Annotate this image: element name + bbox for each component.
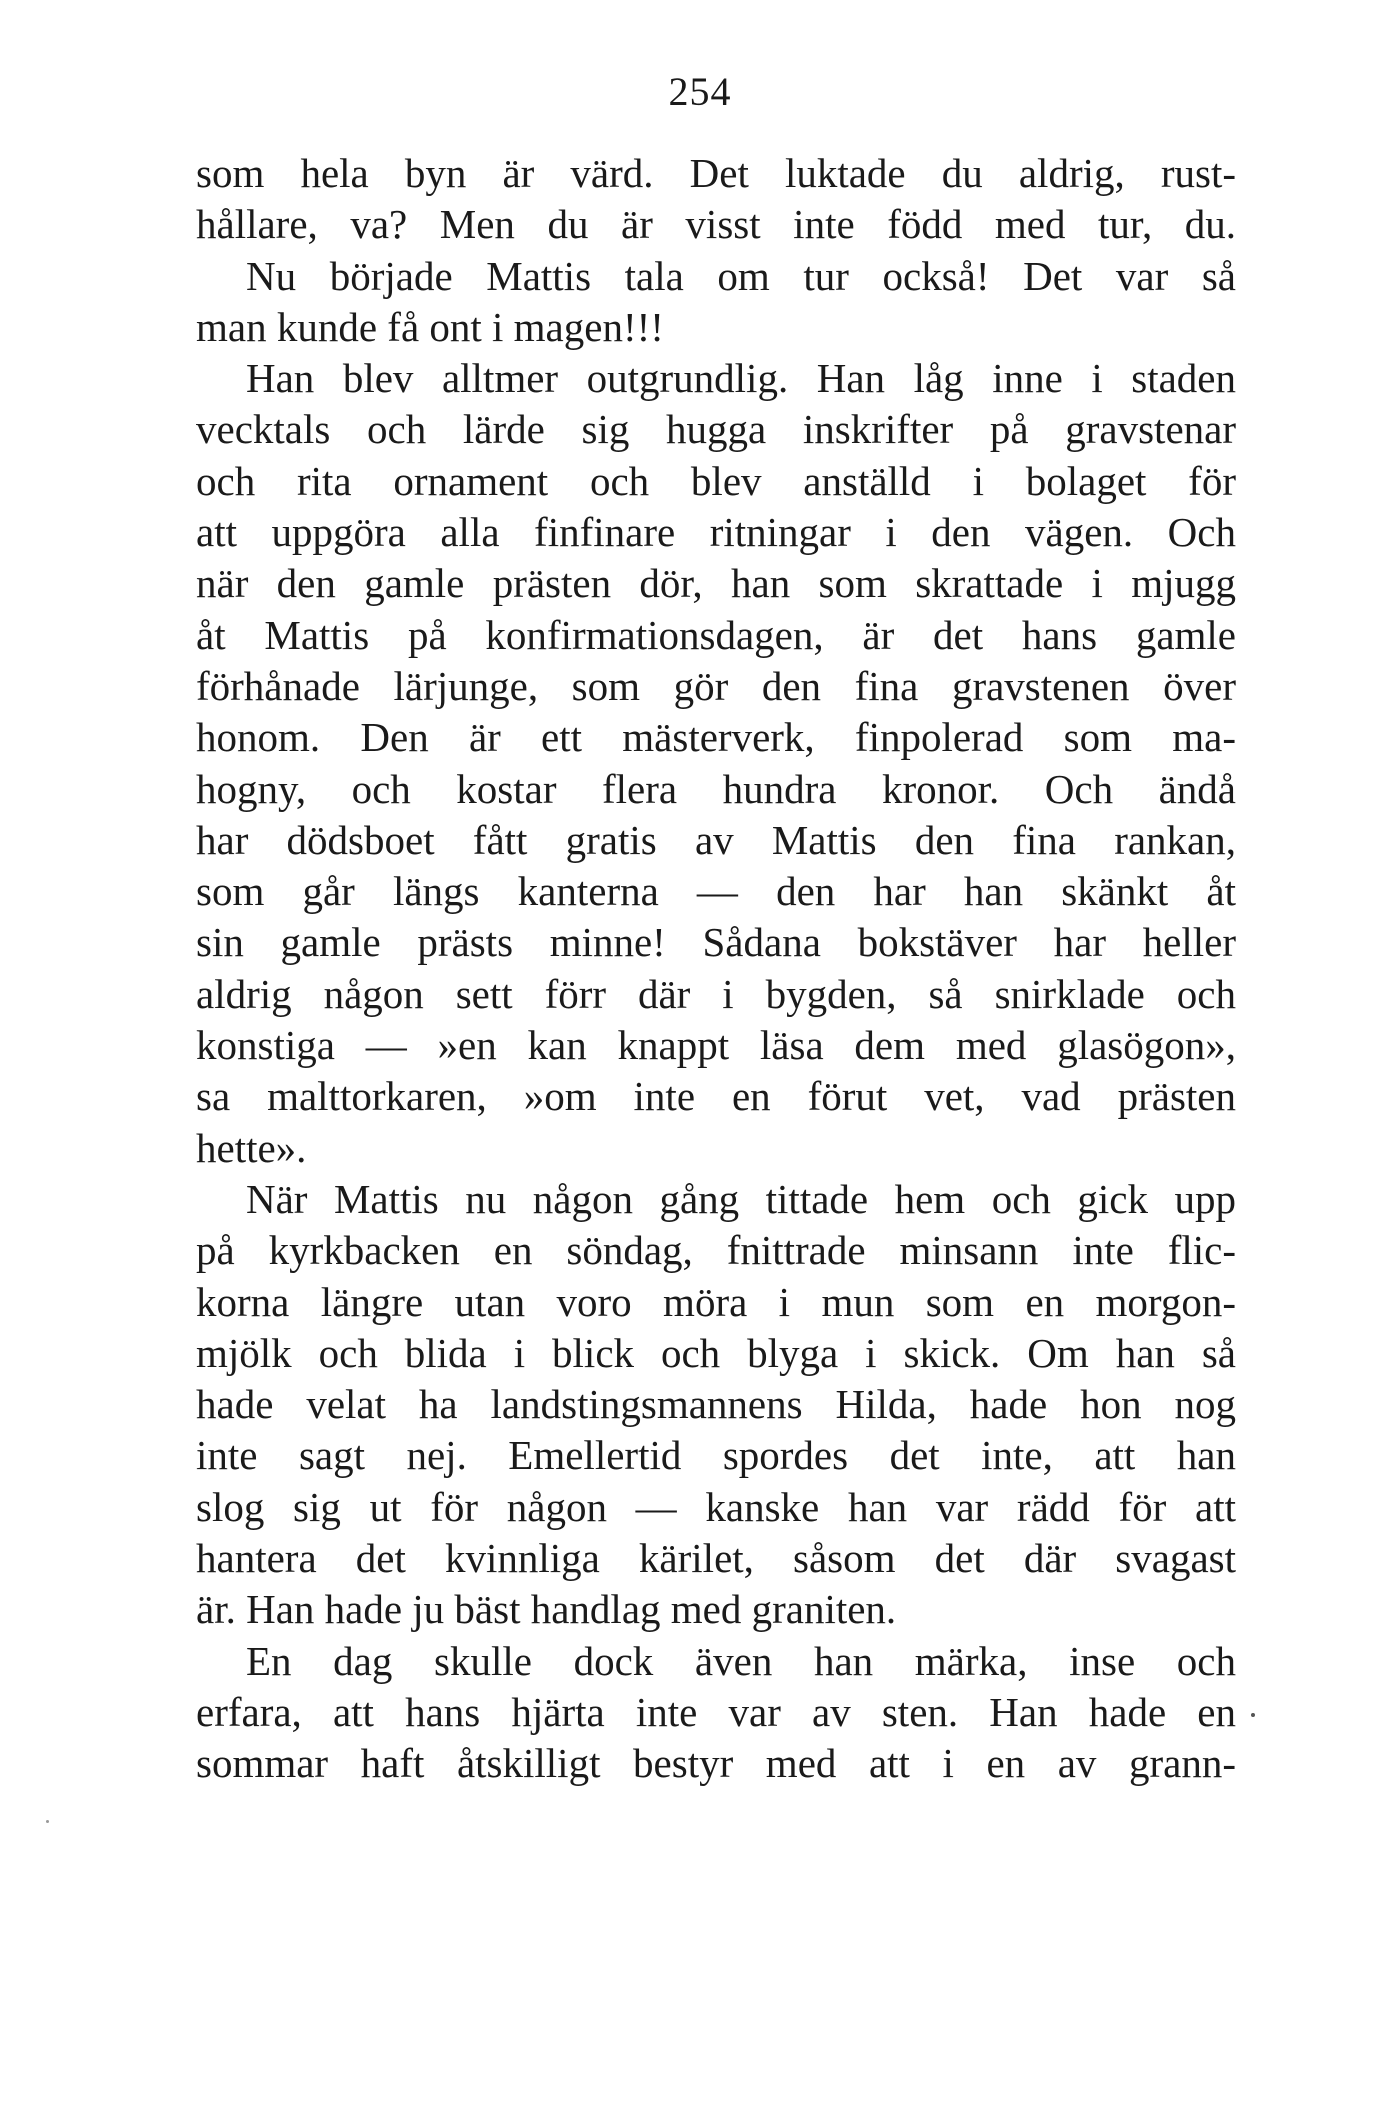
- text-line: honom. Den är ett mästerverk, finpolerad som ma-: [196, 714, 1236, 761]
- text-line: sommar haft åtskilligt bestyr med att i en av grann-: [196, 1740, 1236, 1787]
- text-line: sin gamle prästs minne! Sådana bokstäver har heller: [196, 919, 1236, 966]
- text-line: är. Han hade ju bäst handlag med graniten.: [196, 1586, 897, 1633]
- text-line: förhånade lärjunge, som gör den fina gravstenen över: [196, 662, 1236, 709]
- text-line: när den gamle prästen dör, han som skrattade i mjugg: [196, 560, 1236, 607]
- text-line: vecktals och lärde sig hugga inskrifter på gravstenar: [196, 406, 1236, 453]
- text-line: En dag skulle dock även han märka, inse och: [246, 1637, 1236, 1684]
- text-line: hogny, och kostar flera hundra kronor. Och ändå: [196, 765, 1236, 812]
- text-line: hade velat ha landstingsmannens Hilda, hade hon nog: [196, 1381, 1236, 1428]
- text-line: hette».: [196, 1124, 307, 1171]
- text-line: hållare, va? Men du är visst inte född med tur, du.: [196, 201, 1236, 248]
- text-line: har dödsboet fått gratis av Mattis den fina rankan,: [196, 816, 1236, 863]
- ink-speck: [46, 1820, 49, 1823]
- text-line: mjölk och blida i blick och blyga i skick. Om han så: [196, 1329, 1236, 1376]
- text-line: att uppgöra alla finfinare ritningar i den vägen. Och: [196, 509, 1236, 556]
- text-line: korna längre utan voro möra i mun som en morgon-: [196, 1278, 1236, 1325]
- text-line: åt Mattis på konfirmationsdagen, är det hans gamle: [196, 611, 1236, 658]
- body-text: [196, 148, 1236, 1790]
- text-line: När Mattis nu någon gång tittade hem och gick upp: [246, 1175, 1236, 1222]
- text-line: inte sagt nej. Emellertid spordes det inte, att han: [196, 1432, 1236, 1479]
- text-line: konstiga — »en kan knappt läsa dem med glasögon»,: [196, 1022, 1236, 1069]
- text-line: Nu började Mattis tala om tur också! Det var så: [246, 252, 1236, 299]
- text-line: hantera det kvinnliga kärilet, såsom det där svagast: [196, 1535, 1236, 1582]
- text-line: som hela byn är värd. Det luktade du aldrig, rust-: [196, 150, 1236, 196]
- text-line: slog sig ut för någon — kanske han var rädd för att: [196, 1483, 1236, 1530]
- text-line: på kyrkbacken en söndag, fnittrade minsann inte flic-: [196, 1227, 1236, 1274]
- text-line: sa malttorkaren, »om inte en förut vet, vad prästen: [196, 1073, 1236, 1120]
- text-line: och rita ornament och blev anställd i bolaget för: [196, 457, 1236, 504]
- text-line: som går längs kanterna — den har han skänkt åt: [196, 868, 1236, 915]
- page-number: 254: [668, 69, 732, 114]
- text-line: Han blev alltmer outgrundlig. Han låg inne i staden: [246, 355, 1236, 402]
- text-line: aldrig någon sett förr där i bygden, så snirklade och: [196, 970, 1236, 1017]
- text-line: erfara, att hans hjärta inte var av sten. Han hade en: [196, 1688, 1236, 1735]
- text-line: man kunde få ont i magen!!!: [196, 303, 664, 350]
- ink-speck: [1251, 1713, 1255, 1717]
